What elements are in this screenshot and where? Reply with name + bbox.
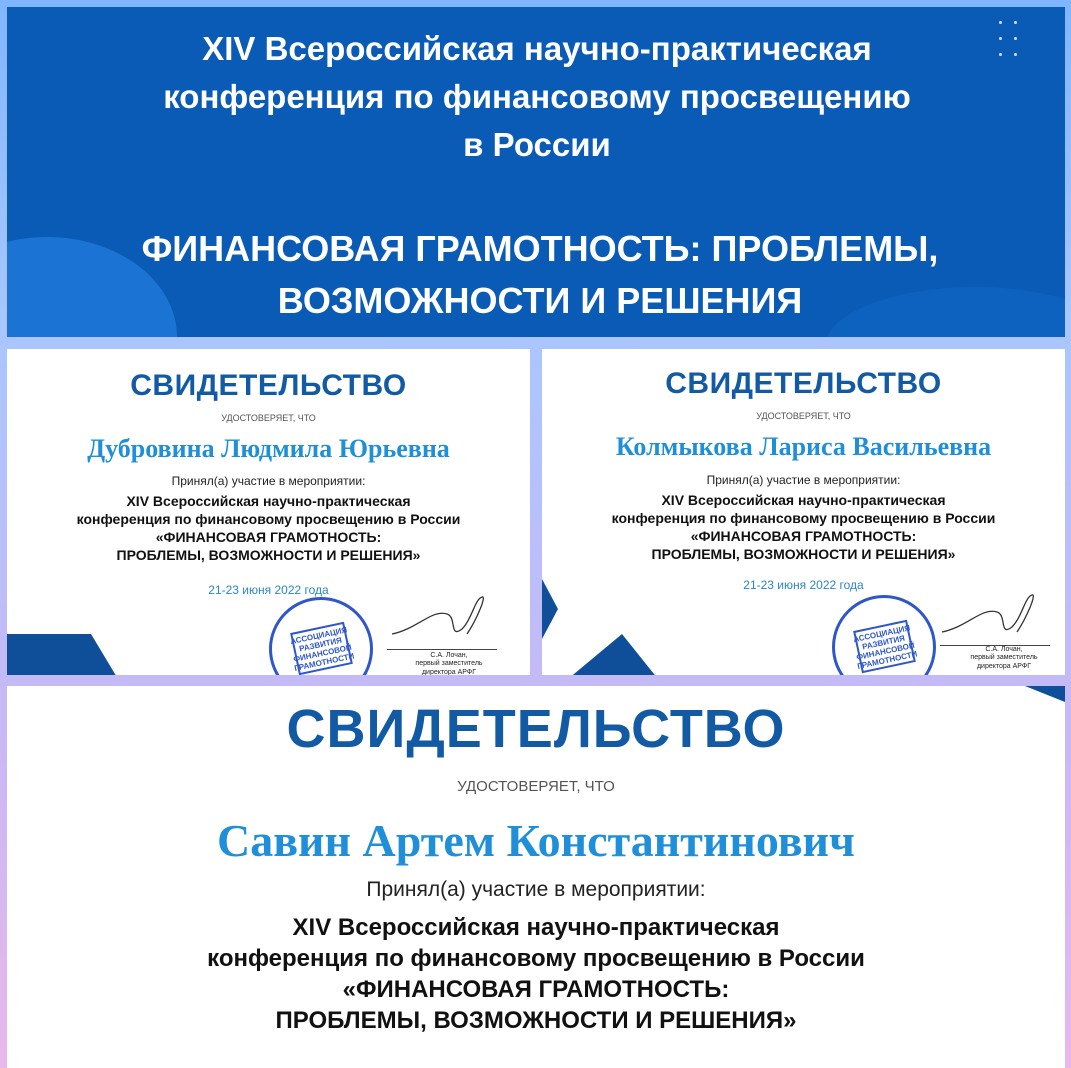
event-line: конференция по финансовому просвещению в России: [207, 945, 865, 972]
participation-label: Принял(а) участие в мероприятии:: [366, 878, 706, 901]
event-dates: 21-23 июня 2022 года: [743, 578, 864, 592]
event-line: конференция по финансовому просвещению в России: [611, 510, 996, 526]
certificate-card: [7, 686, 1065, 1068]
signer-line: С.А. Лочан,: [985, 646, 1023, 653]
event-description: [7, 492, 530, 564]
event-line: XIV Всероссийская научно-практическая: [292, 914, 780, 941]
event-description: [7, 912, 1065, 1036]
conference-theme: [45, 223, 1035, 327]
recipient-name: Дубровина Людмила Юрьевна: [87, 434, 450, 463]
event-line: ПРОБЛЕМЫ, ВОЗМОЖНОСТИ И РЕШЕНИЯ»: [651, 546, 956, 562]
signature-line: [387, 649, 497, 650]
conference-title-line: XIV Всероссийская научно-практическая: [202, 30, 872, 67]
participation-label: Принял(а) участие в мероприятии:: [706, 473, 901, 487]
organization-stamp: [269, 597, 373, 675]
stamp-text: АССОЦИАЦИЯ РАЗВИТИЯ ФИНАНСОВОЙ ГРАМОТНОСТИ: [853, 620, 916, 674]
certificate-card: [542, 349, 1065, 675]
certifies-label: УДОСТОВЕРЯЕТ, ЧТО: [457, 778, 615, 795]
certifies-label: УДОСТОВЕРЯЕТ, ЧТО: [221, 413, 316, 423]
event-line: «ФИНАНСОВАЯ ГРАМОТНОСТЬ:: [155, 529, 382, 545]
event-line: «ФИНАНСОВАЯ ГРАМОТНОСТЬ:: [690, 528, 917, 544]
conference-title-line: конференция по финансовому просвещению: [163, 78, 911, 115]
conference-theme-line: ФИНАНСОВАЯ ГРАМОТНОСТЬ: ПРОБЛЕМЫ,: [141, 228, 939, 269]
signer-block: [399, 652, 499, 675]
event-line: конференция по финансовому просвещению в России: [76, 511, 461, 527]
stamp-text: АССОЦИАЦИЯ РАЗВИТИЯ ФИНАНСОВОЙ ГРАМОТНОСТИ: [290, 622, 353, 675]
signer-line: первый заместитель: [970, 654, 1038, 662]
certificate-heading: СВИДЕТЕЛЬСТВО: [665, 367, 942, 400]
event-line: ПРОБЛЕМЫ, ВОЗМОЖНОСТИ И РЕШЕНИЯ»: [116, 547, 421, 563]
signer-line: С.А. Лочан,: [430, 652, 468, 659]
decorative-corner: [7, 634, 127, 675]
event-dates: 21-23 июня 2022 года: [208, 583, 329, 597]
conference-title: [47, 25, 1027, 169]
recipient-name: Савин Артем Константинович: [216, 815, 855, 866]
event-description: [542, 491, 1065, 563]
signature-icon: [387, 589, 497, 649]
organization-stamp: [832, 595, 936, 675]
recipient-name: Колмыкова Лариса Васильевна: [615, 432, 992, 461]
signer-line: первый заместитель: [415, 660, 483, 668]
event-line: XIV Всероссийская научно-практическая: [126, 493, 411, 509]
event-line: ПРОБЛЕМЫ, ВОЗМОЖНОСТИ И РЕШЕНИЯ»: [275, 1007, 797, 1034]
decorative-corner: [562, 634, 662, 675]
certificate-card: [7, 349, 530, 675]
signer-line: директора АРФГ: [421, 668, 477, 675]
signer-block: [954, 646, 1054, 671]
participation-label: Принял(а) участие в мероприятии:: [171, 474, 366, 488]
event-line: «ФИНАНСОВАЯ ГРАМОТНОСТЬ:: [342, 976, 730, 1003]
event-line: XIV Всероссийская научно-практическая: [661, 492, 946, 508]
certifies-label: УДОСТОВЕРЯЕТ, ЧТО: [756, 411, 851, 421]
certificate-heading: СВИДЕТЕЛЬСТВО: [286, 699, 786, 759]
signer-line: директора АРФГ: [976, 662, 1032, 670]
certificate-heading: СВИДЕТЕЛЬСТВО: [130, 369, 407, 402]
conference-title-line: в России: [463, 126, 611, 163]
signature-icon: [937, 587, 1047, 647]
conference-theme-line: ВОЗМОЖНОСТИ И РЕШЕНИЯ: [277, 280, 803, 321]
conference-banner: [7, 7, 1065, 337]
